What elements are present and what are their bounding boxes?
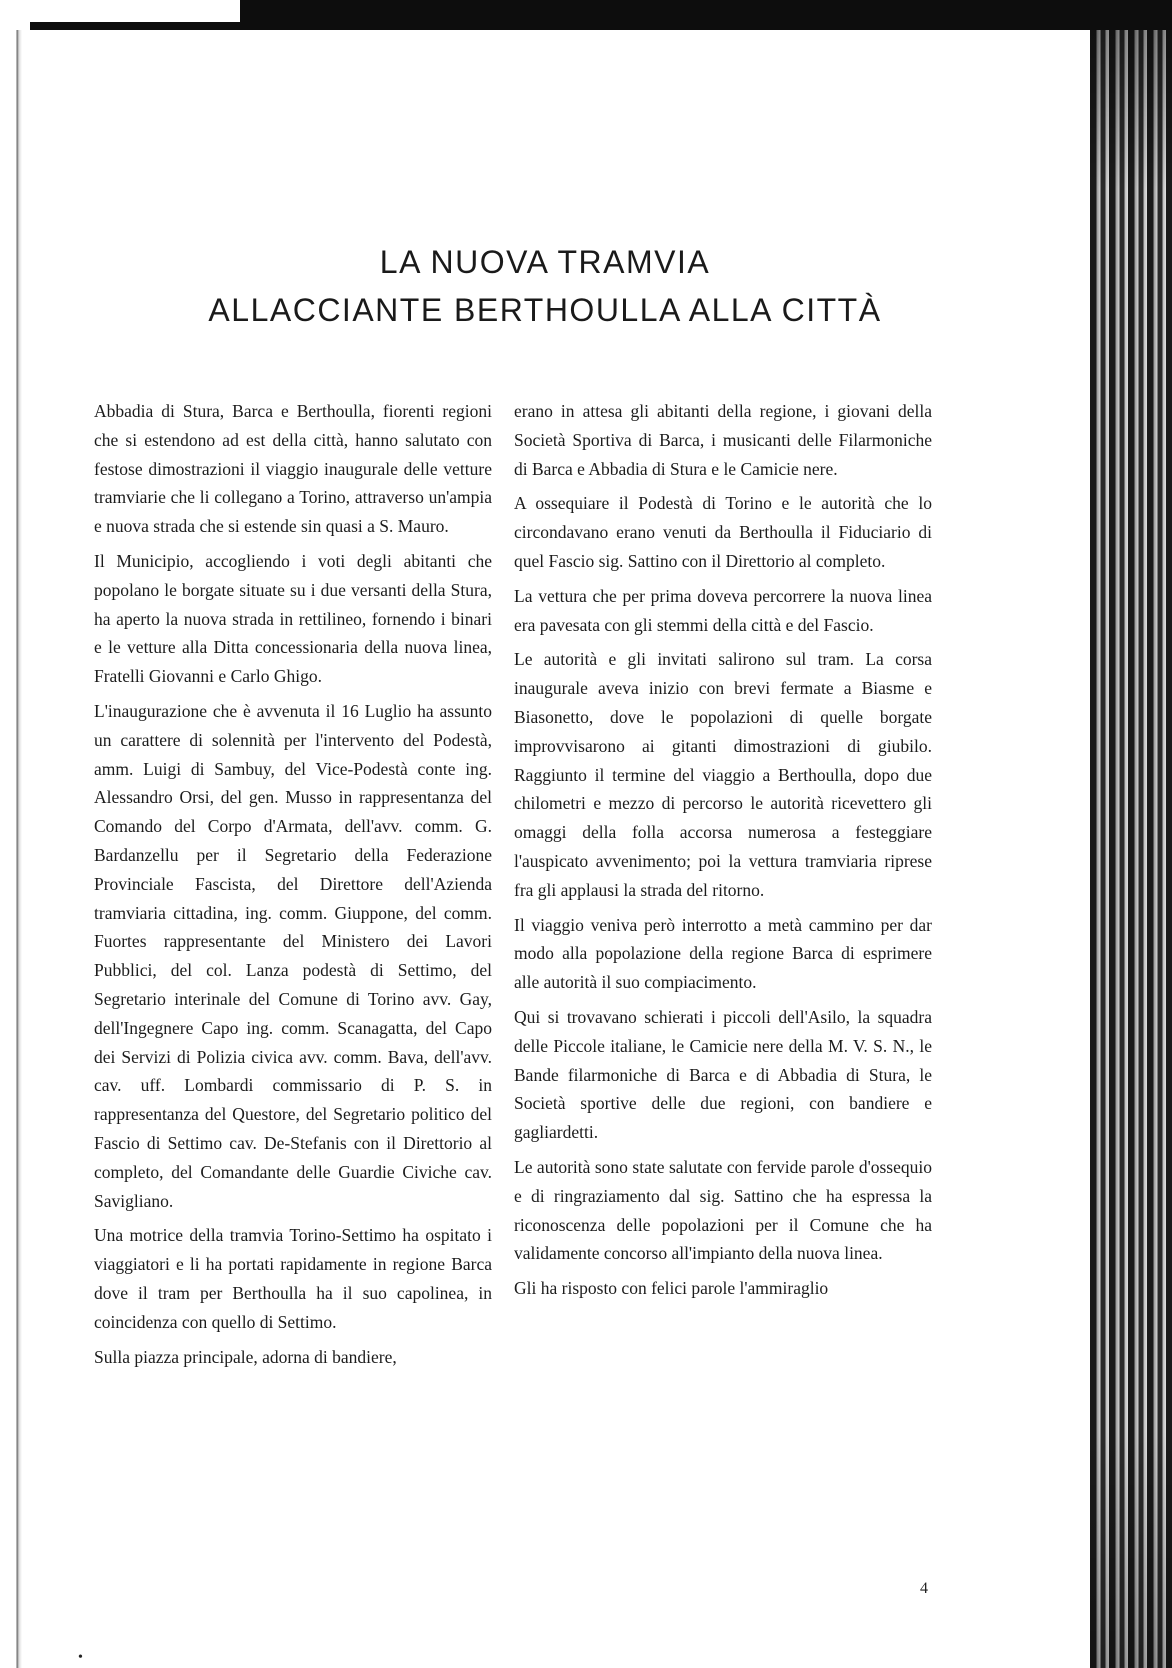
paragraph: L'inaugurazione che è avvenuta il 16 Luglio ha assunto un carattere di solennità per l'intervento del Podestà, amm. Luigi di Sambuy, del Vice-Podestà conte ing. Alessandro Orsi, del gen. Musso in rappresentanza del Comando del Corpo d'Armata, dell'avv. comm. G. Bardanzellu per il Segretario della Federazione Provinciale Fascista, del Direttore dell'Azienda tramviaria cittadina, ing. comm. Giuppone, del comm. Fuortes rappresentante del Ministero dei Lavori Pubblici, del col. Lanza podestà di Settimo, del Segretario interinale del Comune di Torino avv. Gay, dell'Ingegnere Capo ing. comm. Scanagatta, del Capo dei Servizi di Polizia civica avv. comm. Bava, dell'avv. cav. uff. Lombardi commissario di P. S. in rappresentanza del Questore, del Segretario politico del Fascio di Settimo cav. De-Stefanis con il Direttorio al completo, del Comandante delle Guardie Civiche cav. Savigliano. xyxy=(94,700,492,1211)
paragraph: Il viaggio veniva però interrotto a metà cammino per dar modo alla popolazione della regione Barca di esprimere alle autorità il suo compiacimento. xyxy=(514,914,932,993)
scan-top-notch-small xyxy=(0,22,30,30)
left-text-column xyxy=(94,397,492,1377)
paragraph: Il Municipio, accogliendo i voti degli abitanti che popolano le borgate situate su i due versanti della Stura, ha aperto la nuova strada in rettilineo, fornendo i binari e le vetture alla Ditta concessionaria della nuova linea, Fratelli Giovanni e Carlo Ghigo. xyxy=(94,550,492,687)
article-title-line-1: LA NUOVA TRAMVIA xyxy=(379,244,711,280)
paragraph: Sulla piazza principale, adorna di bandiere, xyxy=(94,1346,397,1367)
scan-right-page-edges xyxy=(1090,30,1172,1668)
paragraph: Le autorità sono state salutate con fervide parole d'ossequio e di ringraziamento dal sig. Sattino che ha espressa la riconoscenza delle popolazioni per il Comune che ha validamente concorso all'impianto della nuova linea. xyxy=(514,1156,932,1264)
scan-top-border xyxy=(0,0,1172,30)
scan-left-border xyxy=(0,30,22,1668)
paragraph: Una motrice della tramvia Torino-Settimo ha ospitato i viaggiatori e li ha portati rapidamente in regione Barca dove il tram per Berthoulla ha il suo capolinea, in coincidenza con quello di Settimo. xyxy=(94,1225,492,1332)
scan-right-shadow xyxy=(1090,30,1172,1668)
paragraph: Gli ha risposto con felici parole l'ammiraglio xyxy=(514,1278,829,1299)
scan-top-notch xyxy=(0,0,240,22)
paragraph: erano in attesa gli abitanti della regione, i giovani della Società Sportiva di Barca, i musicanti delle Filarmoniche di Barca e Abbadia di Stura e le Camicie nere. xyxy=(514,401,932,479)
paragraph: Abbadia di Stura, Barca e Berthoulla, fiorenti regioni che si estendono ad est della città, hanno salutato con festose dimostrazioni il viaggio inaugurale delle vetture tramviarie che li collegano a Torino, attraverso un'ampia e nuova strada che si estende sin quasi a S. Mauro. xyxy=(94,401,492,537)
bottom-mark: • xyxy=(78,1650,83,1665)
paragraph: La vettura che per prima doveva percorrere la nuova linea era pavesata con gli stemmi della città e del Fascio. xyxy=(514,585,932,635)
page-number: 4 xyxy=(920,1580,928,1597)
paragraph: Le autorità e gli invitati salirono sul tram. La corsa inaugurale aveva inizio con brevi fermate a Biasme e Biasonetto, dove le popolazioni di quelle borgate improvvisarono ai gitanti dimostrazioni di giubilo. Raggiunto il termine del viaggio a Berthoulla, dopo due chilometri e mezzo di percorso le autorità ricevettero gli omaggi della folla accorsa numerosa a festeggiare l'auspicato avvenimento; poi la vettura tramviaria riprese fra gli applausi la strada del ritorno. xyxy=(514,649,932,900)
right-text-column xyxy=(514,397,932,1309)
paragraph: A ossequiare il Podestà di Torino e le autorità che lo circondavano erano venuti da Berthoulla il Fiduciario di quel Fascio sig. Sattino con il Direttorio al completo. xyxy=(514,493,932,571)
paragraph: Qui si trovavano schierati i piccoli dell'Asilo, la squadra delle Piccole italiane, le Camicie nere della M. V. S. N., le Bande filarmoniche di Barca e di Abbadia di Stura, le Società sportive delle due regioni, con bandiere e gagliardetti. xyxy=(514,1006,932,1143)
article-title-line-2: ALLACCIANTE BERTHOULLA ALLA CITTÀ xyxy=(208,292,882,328)
